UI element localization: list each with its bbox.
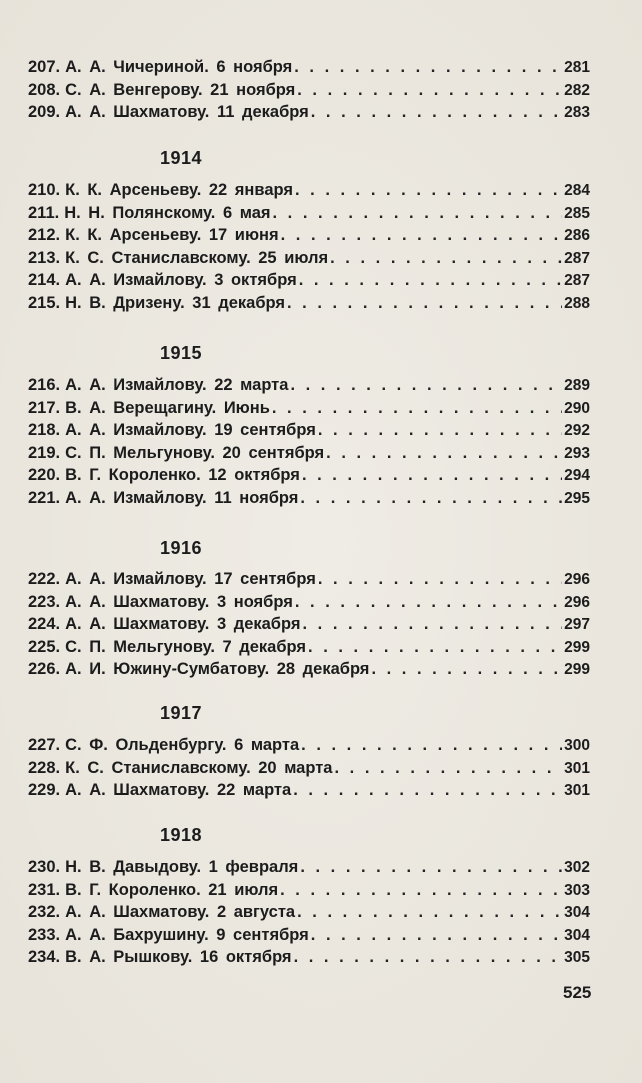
dot-leader bbox=[301, 736, 562, 755]
toc-entry bbox=[28, 444, 590, 467]
dot-leader bbox=[311, 103, 562, 122]
dot-leader bbox=[287, 294, 562, 313]
dot-leader bbox=[302, 466, 562, 485]
toc-entry bbox=[28, 638, 590, 661]
dot-leader bbox=[297, 81, 562, 100]
entry-page: 295 bbox=[564, 489, 590, 507]
entry-number: 234. bbox=[28, 948, 61, 967]
toc-entry bbox=[28, 948, 590, 971]
entry-title: Н. Н. Полянскому. 6 мая bbox=[64, 203, 271, 222]
entry-title: А. А. Измайлову. 3 октября bbox=[65, 271, 297, 290]
entry-title: К. К. Арсеньеву. 22 января bbox=[65, 181, 293, 199]
dot-leader bbox=[326, 444, 562, 463]
entry-number: 226. bbox=[28, 660, 61, 679]
toc-entry bbox=[28, 660, 590, 683]
entry-page: 303 bbox=[564, 881, 590, 899]
dot-leader bbox=[308, 638, 562, 657]
entry-title: А. А. Чичериной. 6 ноября bbox=[65, 58, 293, 76]
dot-leader bbox=[318, 570, 562, 589]
toc-entry bbox=[28, 881, 590, 904]
year-heading: 1916 bbox=[160, 538, 203, 558]
dot-leader bbox=[293, 781, 562, 800]
entry-title: А. А. Измайлову. 11 ноября bbox=[65, 488, 299, 507]
entry-number: 231. bbox=[28, 880, 61, 899]
entry-title: К. С. Станиславскому. 25 июля bbox=[65, 248, 329, 267]
toc-entry bbox=[28, 736, 590, 759]
entry-page: 281 bbox=[564, 59, 590, 76]
toc-entry bbox=[28, 903, 590, 926]
dot-leader bbox=[281, 226, 562, 245]
entry-number: 214. bbox=[28, 271, 61, 290]
entry-page: 287 bbox=[564, 249, 590, 267]
toc-entry bbox=[28, 249, 590, 272]
entry-number: 222. bbox=[28, 570, 61, 588]
dot-leader bbox=[295, 593, 562, 612]
dot-leader bbox=[280, 881, 562, 900]
year-heading: 1917 bbox=[160, 703, 203, 723]
dot-leader bbox=[297, 903, 562, 922]
entry-title: С. П. Мельгунову. 20 сентября bbox=[65, 443, 325, 462]
dot-leader bbox=[330, 249, 562, 268]
entry-number: 220. bbox=[28, 466, 61, 485]
entry-page: 304 bbox=[564, 904, 590, 922]
entry-title: В. Г. Короленко. 12 октября bbox=[65, 466, 300, 485]
entry-page: 296 bbox=[564, 593, 590, 611]
entry-title: А. А. Шахматову. 3 ноября bbox=[65, 592, 293, 611]
entry-number: 213. bbox=[28, 248, 61, 267]
entry-number: 211. bbox=[28, 203, 60, 222]
dot-leader bbox=[303, 615, 563, 634]
entry-page: 302 bbox=[564, 859, 590, 876]
letter-list bbox=[28, 570, 590, 683]
dot-leader bbox=[295, 181, 562, 200]
entry-title: С. А. Венгерову. 21 ноября bbox=[65, 80, 296, 99]
entry-page: 289 bbox=[564, 377, 590, 394]
dot-leader bbox=[318, 421, 562, 440]
year-heading: 1915 bbox=[160, 343, 203, 363]
entry-page: 293 bbox=[564, 444, 590, 462]
entry-page: 297 bbox=[564, 616, 590, 634]
entry-number: 224. bbox=[28, 615, 61, 634]
entry-page: 296 bbox=[564, 571, 590, 588]
entry-title: А. А. Измайлову. 19 сентября bbox=[65, 421, 316, 440]
entry-page: 300 bbox=[564, 737, 590, 754]
entry-title: В. А. Рышкову. 16 октября bbox=[65, 948, 292, 967]
toc-entry bbox=[28, 294, 590, 317]
toc-entry bbox=[28, 615, 590, 638]
entry-page: 284 bbox=[564, 182, 590, 199]
entry-page: 304 bbox=[564, 926, 590, 944]
entry-page: 287 bbox=[564, 272, 590, 290]
entry-page: 286 bbox=[564, 227, 590, 245]
entry-number: 232. bbox=[28, 903, 61, 922]
entry-page: 299 bbox=[564, 638, 590, 656]
entry-number: 221. bbox=[28, 488, 61, 507]
entry-page: 294 bbox=[564, 467, 590, 485]
dot-leader bbox=[334, 759, 562, 778]
toc-entry bbox=[28, 376, 590, 399]
entry-number: 227. bbox=[28, 736, 61, 754]
toc-entry bbox=[28, 181, 590, 204]
entry-page: 305 bbox=[564, 949, 590, 967]
entry-number: 230. bbox=[28, 858, 61, 876]
entry-title: В. А. Верещагину. Июнь bbox=[65, 398, 270, 417]
toc-entry bbox=[28, 421, 590, 444]
entry-title: А. А. Шахматову. 3 декабря bbox=[65, 615, 301, 634]
toc-entry bbox=[28, 489, 590, 512]
dot-leader bbox=[300, 858, 562, 877]
toc-entry bbox=[28, 593, 590, 616]
entry-title: К. К. Арсеньеву. 17 июня bbox=[65, 226, 279, 245]
dot-leader bbox=[311, 926, 562, 945]
entry-number: 208. bbox=[28, 80, 61, 99]
entry-page: 292 bbox=[564, 422, 590, 440]
entry-number: 229. bbox=[28, 781, 61, 800]
entry-number: 223. bbox=[28, 592, 61, 611]
toc-entry bbox=[28, 271, 590, 294]
dot-leader bbox=[290, 376, 562, 395]
year-heading: 1914 bbox=[160, 148, 203, 168]
entry-page: 285 bbox=[564, 204, 590, 222]
toc-entry bbox=[28, 759, 590, 782]
dot-leader bbox=[272, 399, 562, 418]
entry-title: А. А. Измайлову. 17 сентября bbox=[65, 570, 316, 588]
entry-number: 219. bbox=[28, 443, 61, 462]
page-number: 525 bbox=[563, 983, 592, 1002]
dot-leader bbox=[299, 271, 562, 290]
entry-title: В. Г. Короленко. 21 июля bbox=[65, 880, 279, 899]
toc-entry bbox=[28, 781, 590, 804]
entry-title: Н. В. Дризену. 31 декабря bbox=[65, 293, 285, 312]
letter-list bbox=[28, 58, 590, 126]
entry-number: 225. bbox=[28, 637, 61, 656]
entry-number: 216. bbox=[28, 376, 61, 394]
entry-title: К. С. Станиславскому. 20 марта bbox=[65, 758, 333, 777]
dot-leader bbox=[371, 660, 562, 679]
entry-title: А. И. Южину-Сумбатову. 28 декабря bbox=[65, 660, 370, 679]
entry-number: 233. bbox=[28, 925, 61, 944]
toc-entry bbox=[28, 926, 590, 949]
entry-page: 288 bbox=[564, 294, 590, 312]
letter-list bbox=[28, 376, 590, 512]
entry-page: 301 bbox=[564, 759, 590, 777]
entry-title: А. А. Измайлову. 22 марта bbox=[65, 376, 289, 394]
letter-list bbox=[28, 181, 590, 317]
entry-title: Н. В. Давыдову. 1 февраля bbox=[65, 858, 299, 876]
entry-number: 210. bbox=[28, 181, 61, 199]
letter-list bbox=[28, 858, 590, 971]
entry-title: А. А. Шахматову. 22 марта bbox=[65, 781, 292, 800]
entry-title: А. А. Шахматову. 2 августа bbox=[65, 903, 296, 922]
entry-page: 301 bbox=[564, 782, 590, 800]
toc-entry bbox=[28, 466, 590, 489]
toc-entry bbox=[28, 399, 590, 422]
entry-page: 290 bbox=[564, 399, 590, 417]
toc-entry bbox=[28, 103, 590, 126]
entry-number: 228. bbox=[28, 758, 61, 777]
toc-entry bbox=[28, 58, 590, 81]
entry-title: А. А. Бахрушину. 9 сентября bbox=[65, 925, 309, 944]
entry-page: 283 bbox=[564, 104, 590, 122]
entry-title: С. Ф. Ольденбургу. 6 марта bbox=[65, 736, 300, 754]
toc-entry bbox=[28, 570, 590, 593]
dot-leader bbox=[300, 489, 562, 508]
entry-page: 299 bbox=[564, 661, 590, 679]
entry-number: 217. bbox=[28, 398, 61, 417]
entry-number: 215. bbox=[28, 293, 61, 312]
dot-leader bbox=[294, 58, 562, 77]
entry-number: 218. bbox=[28, 421, 61, 440]
entry-number: 207. bbox=[28, 58, 61, 76]
toc-entry bbox=[28, 204, 590, 227]
entry-number: 212. bbox=[28, 226, 61, 245]
dot-leader bbox=[273, 204, 563, 223]
year-heading: 1918 bbox=[160, 825, 203, 845]
entry-title: А. А. Шахматову. 11 декабря bbox=[65, 103, 309, 122]
toc-entry bbox=[28, 226, 590, 249]
toc-entry bbox=[28, 81, 590, 104]
entry-number: 209. bbox=[28, 103, 61, 122]
letter-list bbox=[28, 736, 590, 804]
dot-leader bbox=[294, 948, 563, 967]
entry-page: 282 bbox=[564, 81, 590, 99]
entry-title: С. П. Мельгунову. 7 декабря bbox=[65, 637, 307, 656]
toc-entry bbox=[28, 858, 590, 881]
